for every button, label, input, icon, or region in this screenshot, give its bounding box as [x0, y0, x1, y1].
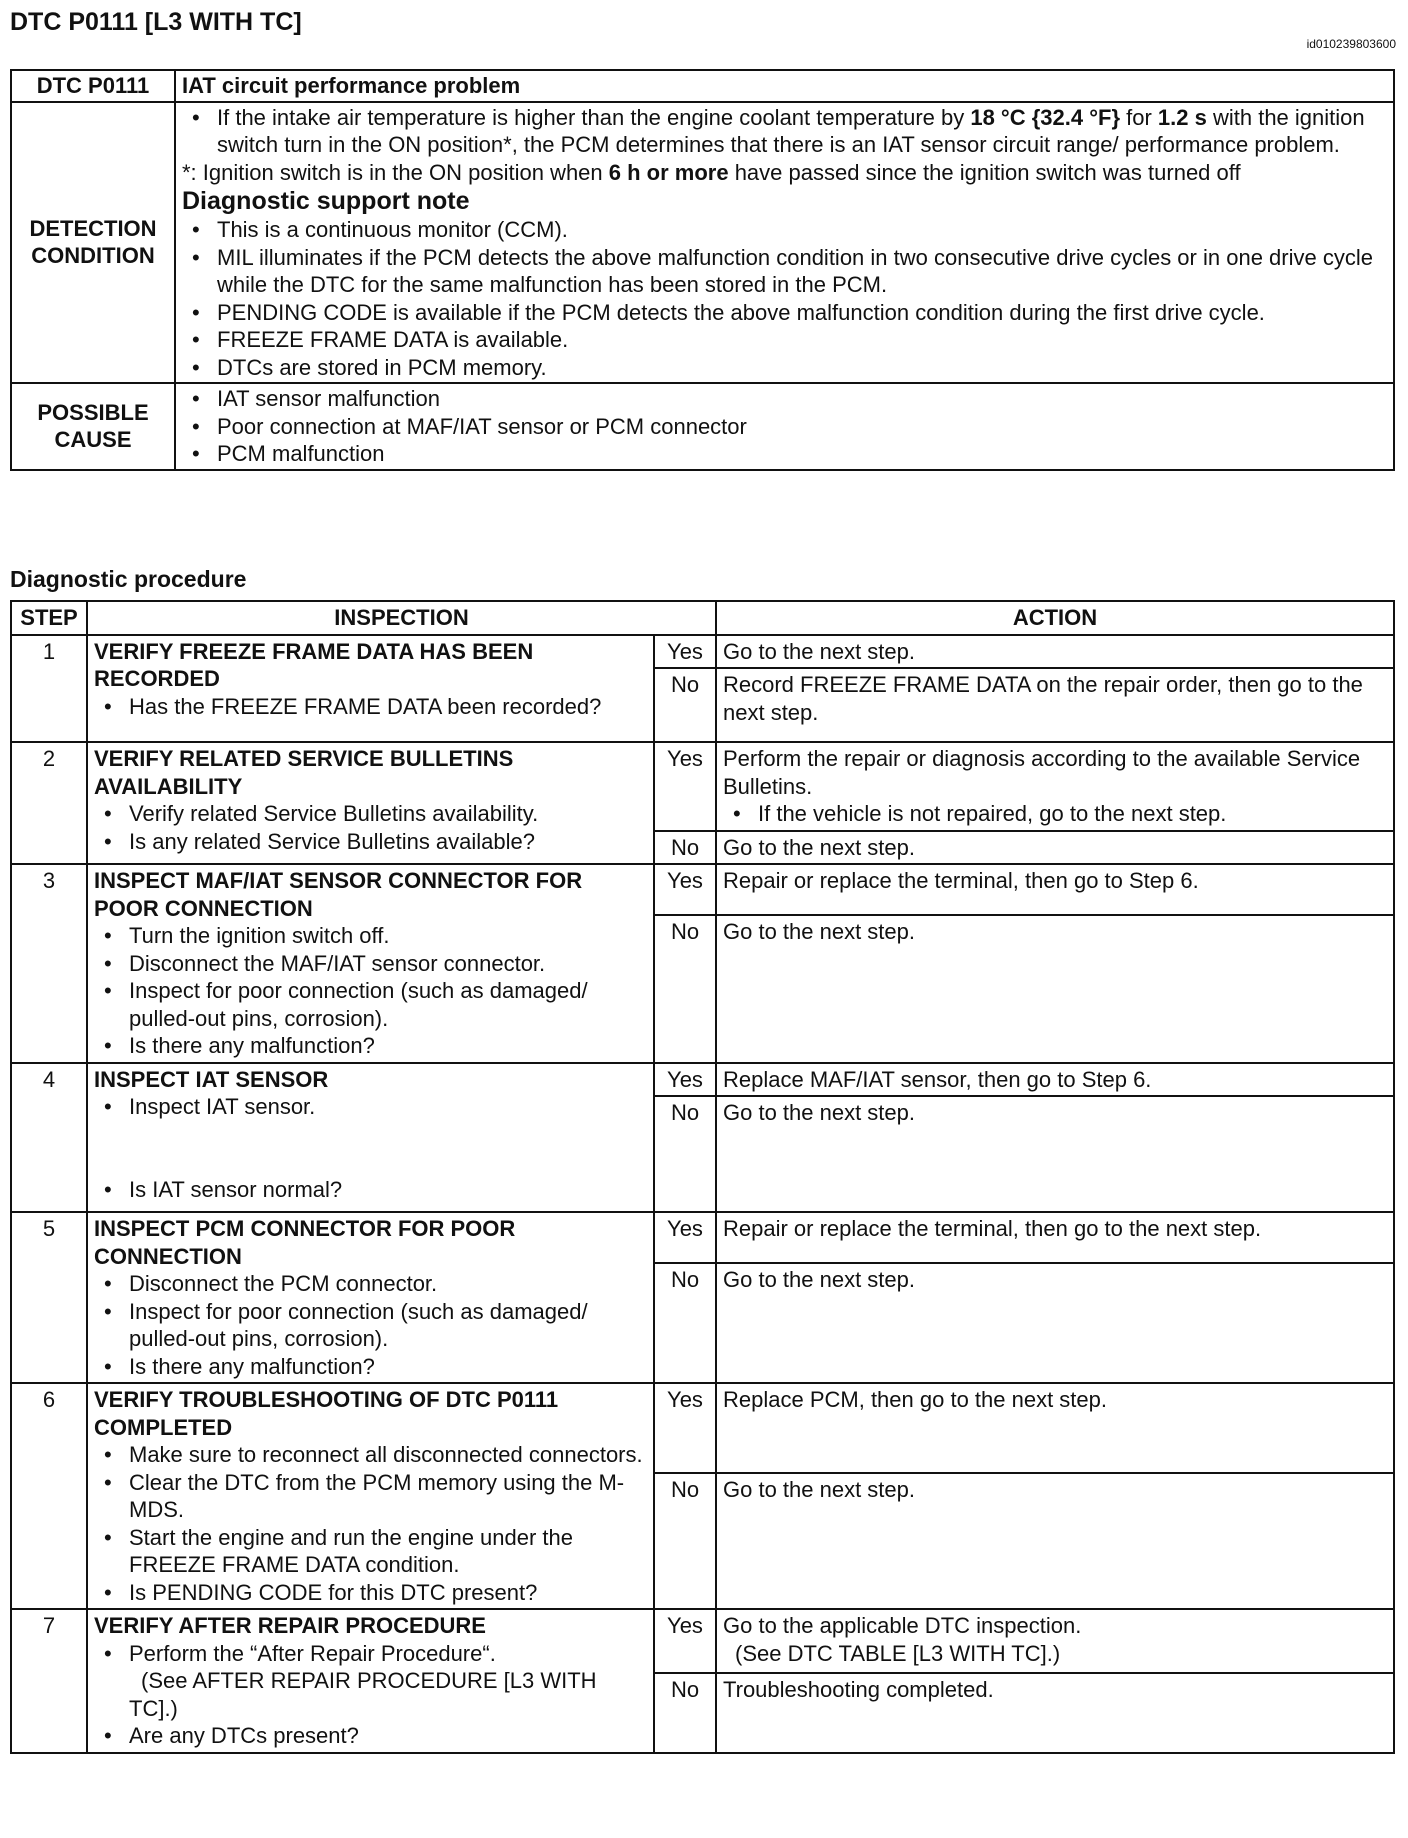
inspection-item: • Disconnect the MAF/IAT sensor connector. [94, 950, 647, 978]
step-row [11, 864, 1394, 915]
yes-action [716, 1609, 1394, 1673]
no-action: Go to the next step. [716, 1263, 1394, 1383]
diagnostic-procedure-table [10, 600, 1395, 1754]
yes-action: Repair or replace the terminal, then go to the next step. [716, 1212, 1394, 1263]
step-row [11, 1212, 1394, 1263]
support-note-heading: Diagnostic support note [182, 187, 470, 215]
yes-label: Yes [654, 1383, 716, 1473]
step-title: INSPECT MAF/IAT SENSOR CONNECTOR FOR POOR CONNECTION [94, 868, 583, 921]
step-inspection [87, 1383, 654, 1609]
step-row [11, 742, 1394, 831]
yes-action: Replace PCM, then go to the next step. [716, 1383, 1394, 1473]
support-note: • This is a continuous monitor (CCM). [182, 216, 1387, 244]
inspection-item: • Is IAT sensor normal? [94, 1176, 647, 1204]
step-row [11, 1609, 1394, 1673]
possible-cause-content [175, 383, 1394, 470]
step-number: 6 [11, 1383, 87, 1609]
cause-item: • Poor connection at MAF/IAT sensor or PCM connector [182, 413, 1387, 441]
step-inspection [87, 1609, 654, 1753]
detection-text: with the ignition switch turn in the ON position*, the PCM determines that there is an IAT sensor circuit range/ performance problem. [217, 104, 1365, 157]
detection-condition-label: DETECTION CONDITION [11, 102, 175, 384]
step-title: INSPECT IAT SENSOR [94, 1066, 329, 1092]
step-number: 5 [11, 1212, 87, 1383]
step-row [11, 1063, 1394, 1097]
step-inspection [87, 864, 654, 1063]
inspection-items [94, 800, 647, 855]
no-action: Go to the next step. [716, 915, 1394, 1063]
inspection-item: • Inspect IAT sensor. [94, 1093, 647, 1121]
step-inspection [87, 635, 654, 743]
step-inspection [87, 1063, 654, 1213]
no-action: Go to the next step. [716, 1473, 1394, 1609]
inspection-item: • Clear the DTC from the PCM memory using the M-MDS. [94, 1469, 647, 1524]
yes-label: Yes [654, 1063, 716, 1097]
inspection-item: • Is there any malfunction? [94, 1353, 647, 1381]
step-title: VERIFY AFTER REPAIR PROCEDURE [94, 1613, 486, 1638]
no-label: No [654, 668, 716, 742]
yes-action: Replace MAF/IAT sensor, then go to Step 6. [716, 1063, 1394, 1097]
inspection-items [94, 693, 647, 721]
yes-action: Repair or replace the terminal, then go to Step 6. [716, 864, 1394, 915]
footnote-duration: 6 h or more [608, 159, 729, 185]
yes-label: Yes [654, 742, 716, 831]
procedure-heading: Diagnostic procedure [10, 566, 247, 592]
inspection-item: • Disconnect the PCM connector. [94, 1270, 647, 1298]
possible-cause-label: POSSIBLE CAUSE [11, 383, 175, 470]
inspection-item: • Inspect for poor connection (such as damaged/ pulled-out pins, corrosion). [94, 1298, 647, 1353]
no-action: Go to the next step. [716, 1096, 1394, 1212]
inspection-item: • Are any DTCs present? [94, 1722, 647, 1750]
no-label: No [654, 1673, 716, 1753]
inspection-item-text: Perform the “After Repair Procedure“. [129, 1640, 496, 1666]
detection-bullet [182, 104, 1387, 159]
dtc-table-reference: (See DTC TABLE [L3 WITH TC].) [735, 1640, 1061, 1666]
inspection-items [94, 1270, 647, 1380]
step-inspection [87, 742, 654, 864]
page-title: DTC P0111 [L3 WITH TC] [10, 8, 302, 36]
step-title: INSPECT PCM CONNECTOR FOR POOR CONNECTION [94, 1216, 516, 1269]
footnote-text: *: Ignition switch is in the ON position when [182, 159, 609, 185]
support-note: • FREEZE FRAME DATA is available. [182, 326, 1387, 354]
yes-label: Yes [654, 635, 716, 669]
detection-text: If the intake air temperature is higher than the engine coolant temperature by [217, 104, 971, 130]
support-notes-list [182, 216, 1387, 381]
inspection-items [94, 1640, 647, 1750]
step-title: VERIFY FREEZE FRAME DATA HAS BEEN RECORDED [94, 638, 534, 691]
inspection-item: • Make sure to reconnect all disconnected connectors. [94, 1441, 647, 1469]
no-label: No [654, 831, 716, 865]
time-threshold: 1.2 s [1157, 104, 1207, 130]
document-id: id010239803600 [1306, 37, 1396, 51]
inspection-items [94, 1093, 647, 1203]
cause-item: • PCM malfunction [182, 440, 1387, 468]
procedure-reference: (See AFTER REPAIR PROCEDURE [L3 WITH TC].) [129, 1668, 597, 1721]
yes-action [716, 742, 1394, 831]
inspection-item: • Is PENDING CODE for this DTC present? [94, 1579, 647, 1607]
support-note: • PENDING CODE is available if the PCM detects the above malfunction condition during the first drive cycle. [182, 299, 1387, 327]
inspection-item [94, 1640, 647, 1723]
detection-row [11, 102, 1394, 384]
no-label: No [654, 1473, 716, 1609]
dtc-header-row [11, 70, 1394, 102]
action-column-header: ACTION [716, 601, 1394, 635]
support-note: • MIL illuminates if the PCM detects the above malfunction condition in two consecutive drive cycles or in one drive cycle while the DTC for the same malfunction has been stored in the PCM. [182, 244, 1387, 299]
step-number: 4 [11, 1063, 87, 1213]
step-inspection [87, 1212, 654, 1383]
yes-action-subitem: • If the vehicle is not repaired, go to the next step. [723, 800, 1387, 828]
detection-list [182, 104, 1387, 159]
cause-list [182, 385, 1387, 468]
inspection-item: • Inspect for poor connection (such as damaged/ pulled-out pins, corrosion). [94, 977, 647, 1032]
inspection-items [94, 922, 647, 1060]
no-label: No [654, 1096, 716, 1212]
footnote [182, 159, 1387, 187]
step-column-header: STEP [11, 601, 87, 635]
inspection-items [94, 1441, 647, 1606]
inspection-item: • Verify related Service Bulletins availability. [94, 800, 647, 828]
yes-label: Yes [654, 1609, 716, 1673]
inspection-item: • Is there any malfunction? [94, 1032, 647, 1060]
no-action: Go to the next step. [716, 831, 1394, 865]
dtc-description: IAT circuit performance problem [175, 70, 1394, 102]
step-number: 3 [11, 864, 87, 1063]
footnote-text: have passed since the ignition switch was turned off [728, 159, 1241, 185]
step-row [11, 1383, 1394, 1473]
yes-label: Yes [654, 1212, 716, 1263]
no-action: Record FREEZE FRAME DATA on the repair order, then go to the next step. [716, 668, 1394, 742]
step-number: 2 [11, 742, 87, 864]
temperature-threshold: 18 °C {32.4 °F} [970, 104, 1121, 130]
inspection-item: • Turn the ignition switch off. [94, 922, 647, 950]
inspection-column-header: INSPECTION [87, 601, 716, 635]
step-number: 1 [11, 635, 87, 743]
step-title: VERIFY TROUBLESHOOTING OF DTC P0111 COMPLETED [94, 1387, 559, 1440]
inspection-item: • Has the FREEZE FRAME DATA been recorded? [94, 693, 647, 721]
procedure-header-row [11, 601, 1394, 635]
step-row [11, 635, 1394, 669]
detection-text: for [1120, 104, 1158, 130]
yes-action-subitems [723, 800, 1387, 828]
inspection-item: • Start the engine and run the engine under the FREEZE FRAME DATA condition. [94, 1524, 647, 1579]
no-action: Troubleshooting completed. [716, 1673, 1394, 1753]
dtc-summary-table [10, 69, 1395, 471]
no-label: No [654, 1263, 716, 1383]
cause-item: • IAT sensor malfunction [182, 385, 1387, 413]
support-note: • DTCs are stored in PCM memory. [182, 354, 1387, 382]
step-title: VERIFY RELATED SERVICE BULLETINS AVAILABILITY [94, 746, 514, 799]
step-number: 7 [11, 1609, 87, 1753]
yes-action-text: Perform the repair or diagnosis according to the available Service Bulletins. [723, 746, 1361, 799]
no-label: No [654, 915, 716, 1063]
yes-action-text: Go to the applicable DTC inspection. [723, 1613, 1082, 1638]
cause-row [11, 383, 1394, 470]
detection-condition-content [175, 102, 1394, 384]
yes-label: Yes [654, 864, 716, 915]
dtc-code: DTC P0111 [11, 70, 175, 102]
yes-action: Go to the next step. [716, 635, 1394, 669]
inspection-item: • Is any related Service Bulletins available? [94, 828, 647, 856]
